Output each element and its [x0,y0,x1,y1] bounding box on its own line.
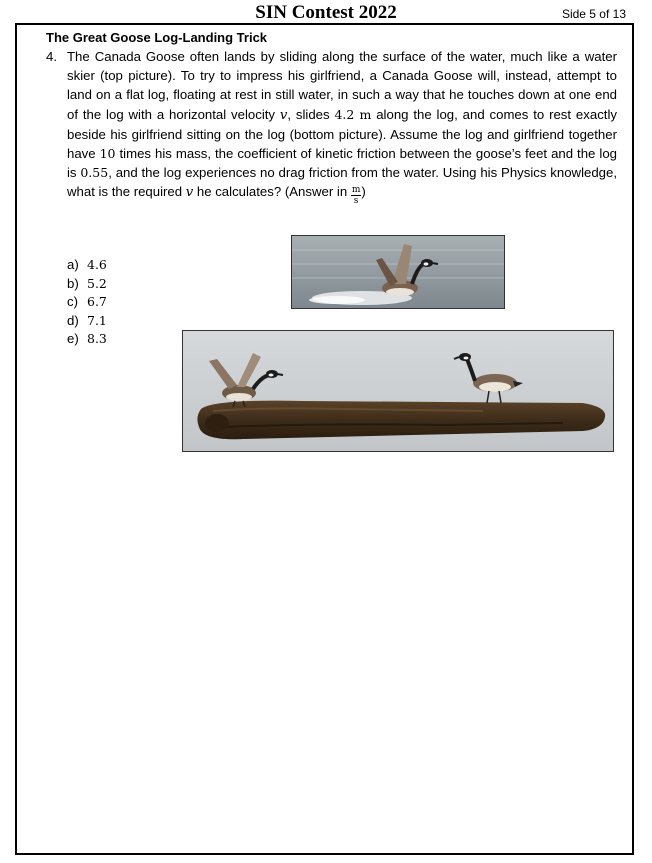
text-segment: , and the log experiences no drag friction from the water. Using his Physics knowledge, what is the required [67,165,617,200]
question-title: The Great Goose Log-Landing Trick [46,30,268,45]
text-segment: along the log, and comes to rest exactly beside his girlfriend sitting on the log (bottom picture). Assume the log and girlfriend together have [67,106,617,162]
unit-numerator: m [351,185,361,196]
choice-c[interactable]: c) 6.7 [67,294,107,309]
choice-a[interactable]: a) 4.6 [67,257,107,272]
choice-b[interactable]: b) 5.2 [67,275,107,291]
mass-ratio-value: 10 [99,146,116,162]
velocity-symbol: v [279,107,288,123]
choice-e[interactable]: e) 8.3 [67,331,107,346]
goose-landing-photo [291,235,505,309]
text-segment: , slides [287,106,335,122]
distance-value: 4.2 m [334,106,372,122]
goose-water-illustration [292,236,504,308]
page-title: SIN Contest 2022 [255,2,397,23]
answer-choices [67,256,107,349]
page-counter: Side 5 of 13 [561,7,626,21]
choice-d[interactable]: d) 7.1 [67,312,107,328]
unit-fraction [351,185,362,206]
unit-denominator: s [353,196,359,207]
text-segment: ) [361,184,366,200]
goose-log-photo [182,330,614,452]
friction-coefficient-value: 0.55 [80,165,109,181]
text-segment: The Canada Goose often lands by sliding along the surface of the water, much like a water skier (top picture). To try to impress his girlfriend, a Canada Goose will, instead, attempt to land on a flat log, floating at rest in still water, in such a way that he touches down at one end of the log with a horizontal velocity [67,49,617,122]
text-segment: he calculates? (Answer in [193,184,351,200]
velocity-symbol-2: v [185,185,194,201]
goose-log-illustration [183,331,613,451]
question-text [67,47,617,206]
text-segment: times his mass, the coefficient of kinetic friction between the goose’s feet and the log is [67,146,617,181]
question-number: 4. [46,49,57,64]
